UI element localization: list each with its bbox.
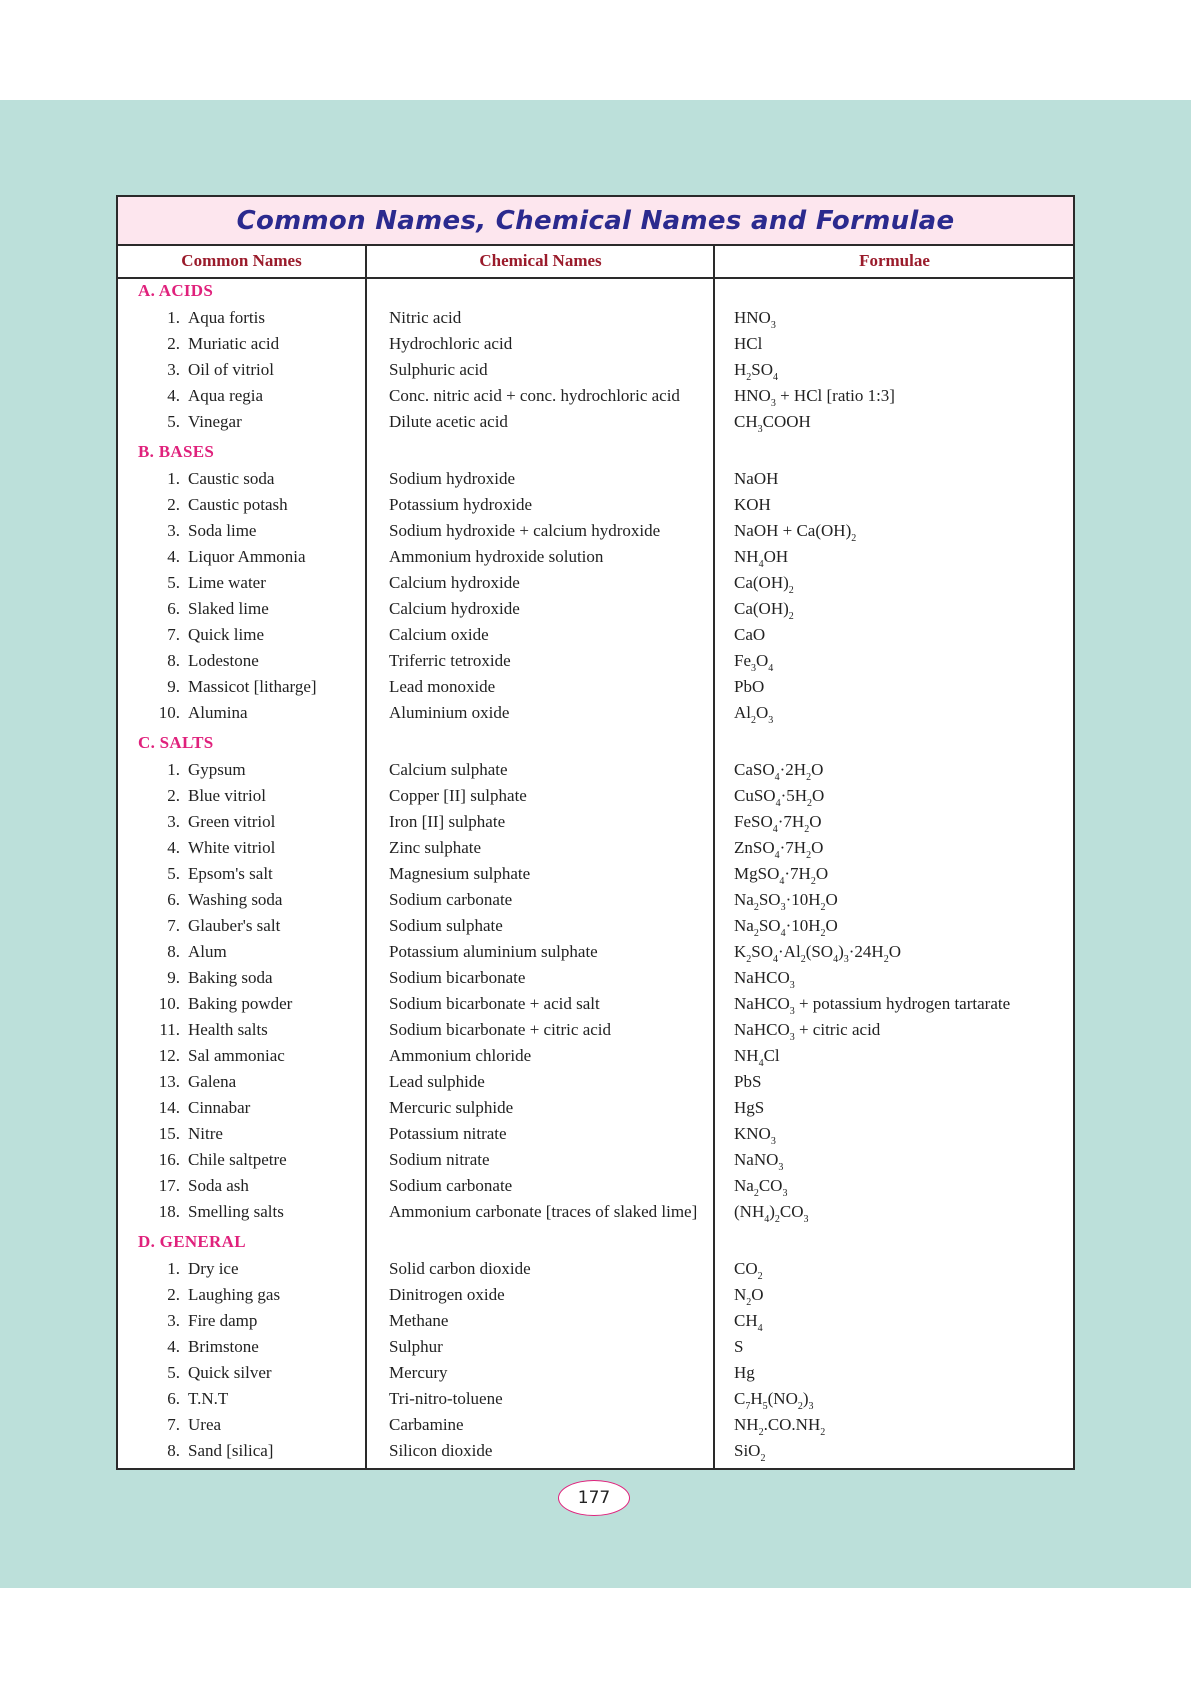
formula: CaO bbox=[734, 625, 766, 644]
common-name: Alumina bbox=[188, 703, 248, 722]
chemical-name: Tri-nitro-toluene bbox=[389, 1389, 503, 1408]
header-chemical-names: Chemical Names bbox=[479, 251, 602, 270]
table-row bbox=[118, 1360, 1073, 1386]
table-row bbox=[118, 1147, 1073, 1173]
table-row bbox=[118, 409, 1073, 435]
formula: $FeSO_4\cdot 7H_2O$ bbox=[734, 812, 822, 835]
formula: NaOH + $Ca(OH)_2$ bbox=[734, 521, 857, 544]
common-name: Muriatic acid bbox=[188, 334, 280, 353]
chemical-name: Ammonium chloride bbox=[389, 1046, 532, 1065]
chemical-name: Carbamine bbox=[389, 1415, 464, 1434]
common-name: Nitre bbox=[188, 1124, 223, 1143]
page-number: 177 bbox=[558, 1480, 630, 1516]
row-number: 4. bbox=[167, 386, 180, 405]
table-row bbox=[118, 1173, 1073, 1199]
row-number: 6. bbox=[167, 890, 180, 909]
formula: NaHCO$_3$ bbox=[734, 968, 795, 991]
table-row bbox=[118, 939, 1073, 965]
formula: $CH_4$ bbox=[734, 1311, 763, 1334]
common-name: Sand [silica] bbox=[188, 1441, 274, 1460]
row-number: 17. bbox=[158, 1176, 180, 1195]
table-row bbox=[118, 1069, 1073, 1095]
common-name: Liquor Ammonia bbox=[188, 547, 306, 566]
table-row bbox=[118, 1386, 1073, 1412]
common-name: Quick lime bbox=[188, 625, 265, 644]
table-row bbox=[118, 1256, 1073, 1282]
table-row bbox=[118, 1199, 1073, 1225]
row-number: 5. bbox=[167, 864, 180, 883]
common-name: Baking powder bbox=[188, 994, 293, 1013]
common-name: Dry ice bbox=[188, 1259, 239, 1278]
common-name: Caustic soda bbox=[188, 469, 275, 488]
chemical-name: Mercuric sulphide bbox=[389, 1098, 514, 1117]
formula: $ZnSO_4\cdot 7H_2O$ bbox=[734, 838, 824, 861]
table-row bbox=[118, 596, 1073, 622]
table-row bbox=[118, 357, 1073, 383]
row-number: 15. bbox=[158, 1124, 180, 1143]
formula: $Al_2O_3$ bbox=[734, 703, 774, 726]
formula: Hg bbox=[734, 1363, 755, 1382]
common-name: Oil of vitriol bbox=[188, 360, 274, 379]
table-row bbox=[118, 835, 1073, 861]
common-name: Brimstone bbox=[188, 1337, 259, 1356]
chemical-name: Potassium hydroxide bbox=[389, 495, 533, 514]
chemical-name: Dinitrogen oxide bbox=[389, 1285, 505, 1304]
formula: KOH bbox=[734, 495, 771, 514]
row-number: 7. bbox=[167, 625, 180, 644]
common-name: White vitriol bbox=[188, 838, 276, 857]
formula: $H_2SO_4$ bbox=[734, 360, 779, 383]
row-number: 1. bbox=[167, 469, 180, 488]
table-row bbox=[118, 622, 1073, 648]
formula: $Na_2SO_3\cdot 10H_2O$ bbox=[734, 890, 838, 913]
row-number: 1. bbox=[167, 1259, 180, 1278]
table-row bbox=[118, 1412, 1073, 1438]
formula: $MgSO_4\cdot 7H_2O$ bbox=[734, 864, 829, 887]
table-row bbox=[118, 570, 1073, 596]
row-number: 9. bbox=[167, 968, 180, 987]
chemical-name: Lead monoxide bbox=[389, 677, 496, 696]
chemical-name: Ammonium carbonate [traces of slaked lime] bbox=[389, 1202, 698, 1221]
table-row bbox=[118, 913, 1073, 939]
chemical-name: Conc. nitric acid + conc. hydrochloric acid bbox=[389, 386, 680, 405]
common-name: Chile saltpetre bbox=[188, 1150, 287, 1169]
table-row bbox=[118, 648, 1073, 674]
chemical-name: Lead sulphide bbox=[389, 1072, 485, 1091]
chemical-name: Sulphur bbox=[389, 1337, 443, 1356]
chemical-name: Calcium oxide bbox=[389, 625, 489, 644]
table-row bbox=[118, 466, 1073, 492]
common-name: Quick silver bbox=[188, 1363, 272, 1382]
common-name: Fire damp bbox=[188, 1311, 258, 1330]
row-number: 2. bbox=[167, 495, 180, 514]
table-row bbox=[118, 1308, 1073, 1334]
row-number: 4. bbox=[167, 838, 180, 857]
row-number: 3. bbox=[167, 1311, 180, 1330]
chemical-name: Sodium carbonate bbox=[389, 890, 513, 909]
common-name: Blue vitriol bbox=[188, 786, 266, 805]
common-name: Smelling salts bbox=[188, 1202, 284, 1221]
section-title: D. GENERAL bbox=[138, 1232, 246, 1251]
row-number: 13. bbox=[158, 1072, 180, 1091]
row-number: 5. bbox=[167, 412, 180, 431]
formula: $Ca(OH)_2$ bbox=[734, 599, 794, 622]
row-number: 5. bbox=[167, 1363, 180, 1382]
row-number: 3. bbox=[167, 360, 180, 379]
table-row bbox=[118, 757, 1073, 783]
table-body bbox=[118, 279, 1073, 1468]
formula: $NH_4OH$ bbox=[734, 547, 789, 570]
table-row bbox=[118, 809, 1073, 835]
chemical-name: Iron [II] sulphate bbox=[389, 812, 506, 831]
formula: NaHCO$_3$ + citric acid bbox=[734, 1020, 881, 1043]
row-number: 12. bbox=[158, 1046, 180, 1065]
chemical-name: Aluminium oxide bbox=[389, 703, 510, 722]
formula: $NH_2.CO.NH_2$ bbox=[734, 1415, 826, 1438]
common-name: Vinegar bbox=[188, 412, 242, 431]
formula: $NH_4Cl$ bbox=[734, 1046, 780, 1069]
row-number: 6. bbox=[167, 599, 180, 618]
formula: $CH_3COOH$ bbox=[734, 412, 811, 435]
table-row bbox=[118, 965, 1073, 991]
table-row bbox=[118, 1017, 1073, 1043]
section-title: B. BASES bbox=[138, 442, 215, 461]
formula: $HNO_3$ bbox=[734, 308, 776, 331]
row-number: 2. bbox=[167, 1285, 180, 1304]
chemical-name: Sodium bicarbonate + acid salt bbox=[389, 994, 600, 1013]
chemical-name: Sodium hydroxide + calcium hydroxide bbox=[389, 521, 661, 540]
chemical-name: Copper [II] sulphate bbox=[389, 786, 527, 805]
chemical-name: Sodium carbonate bbox=[389, 1176, 513, 1195]
common-name: Sal ammoniac bbox=[188, 1046, 285, 1065]
table-row bbox=[118, 305, 1073, 331]
formula: $K_2SO_4\cdot Al_2(SO_4)_3\cdot 24H_2O$ bbox=[734, 942, 901, 965]
common-name: Soda lime bbox=[188, 521, 257, 540]
row-number: 11. bbox=[159, 1020, 180, 1039]
chemical-name: Hydrochloric acid bbox=[389, 334, 513, 353]
table-row bbox=[118, 1334, 1073, 1360]
formula: $N_2O$ bbox=[734, 1285, 764, 1308]
chemical-name: Potassium aluminium sulphate bbox=[389, 942, 598, 961]
row-number: 7. bbox=[167, 916, 180, 935]
table-row bbox=[118, 674, 1073, 700]
row-number: 5. bbox=[167, 573, 180, 592]
row-number: 8. bbox=[167, 651, 180, 670]
chemical-name: Sodium bicarbonate bbox=[389, 968, 526, 987]
chemical-name: Silicon dioxide bbox=[389, 1441, 493, 1460]
row-number: 4. bbox=[167, 1337, 180, 1356]
chemical-name: Solid carbon dioxide bbox=[389, 1259, 531, 1278]
common-name: Urea bbox=[188, 1415, 222, 1434]
chemistry-table bbox=[116, 195, 1075, 1470]
common-name: Epsom's salt bbox=[188, 864, 273, 883]
common-name: Green vitriol bbox=[188, 812, 276, 831]
common-name: Health salts bbox=[188, 1020, 268, 1039]
chemical-name: Nitric acid bbox=[389, 308, 462, 327]
table-row bbox=[118, 1121, 1073, 1147]
formula: $CuSO_4\cdot 5H_2O$ bbox=[734, 786, 825, 809]
formula: PbS bbox=[734, 1072, 762, 1091]
row-number: 9. bbox=[167, 677, 180, 696]
row-number: 3. bbox=[167, 812, 180, 831]
row-number: 1. bbox=[167, 760, 180, 779]
formula: SiO$_2$ bbox=[734, 1441, 766, 1464]
common-name: T.N.T bbox=[188, 1389, 229, 1408]
formula: $C_7H_5(NO_2)_3$ bbox=[734, 1389, 814, 1412]
formula: S bbox=[734, 1337, 744, 1356]
row-number: 2. bbox=[167, 334, 180, 353]
table-row bbox=[118, 331, 1073, 357]
row-number: 14. bbox=[158, 1098, 180, 1117]
common-name: Cinnabar bbox=[188, 1098, 251, 1117]
chemical-name: Sodium sulphate bbox=[389, 916, 503, 935]
row-number: 1. bbox=[167, 308, 180, 327]
table-row bbox=[118, 861, 1073, 887]
chemical-name: Sodium hydroxide bbox=[389, 469, 516, 488]
table-row bbox=[118, 492, 1073, 518]
header-formulae: Formulae bbox=[859, 251, 930, 270]
formula: $Na_2CO_3$ bbox=[734, 1176, 788, 1199]
chemical-name: Ammonium hydroxide solution bbox=[389, 547, 604, 566]
common-name: Lodestone bbox=[188, 651, 259, 670]
table-row bbox=[118, 783, 1073, 809]
formula: $Fe_3O_4$ bbox=[734, 651, 774, 674]
section-title: C. SALTS bbox=[138, 733, 214, 752]
table-row bbox=[118, 887, 1073, 913]
chemical-name: Zinc sulphate bbox=[389, 838, 482, 857]
row-number: 16. bbox=[158, 1150, 180, 1169]
table-row bbox=[118, 1438, 1073, 1464]
chemical-name: Calcium hydroxide bbox=[389, 573, 520, 592]
table-row bbox=[118, 1282, 1073, 1308]
row-number: 10. bbox=[158, 703, 180, 722]
table-row bbox=[118, 383, 1073, 409]
common-name: Soda ash bbox=[188, 1176, 249, 1195]
common-name: Gypsum bbox=[188, 760, 246, 779]
row-number: 7. bbox=[167, 1415, 180, 1434]
formula: HgS bbox=[734, 1098, 765, 1117]
table-row bbox=[118, 518, 1073, 544]
row-number: 4. bbox=[167, 547, 180, 566]
common-name: Aqua regia bbox=[188, 386, 264, 405]
chemical-name: Potassium nitrate bbox=[389, 1124, 507, 1143]
chemical-name: Sulphuric acid bbox=[389, 360, 488, 379]
header-common-names: Common Names bbox=[181, 251, 302, 270]
formula: $HNO_3$ + HCl [ratio 1:3] bbox=[734, 386, 895, 409]
table-header-row bbox=[118, 244, 1073, 279]
formula: NaHCO$_3$ + potassium hydrogen tartarate bbox=[734, 994, 1011, 1017]
table-title: Common Names, Chemical Names and Formulae bbox=[236, 205, 955, 236]
row-number: 3. bbox=[167, 521, 180, 540]
chemical-name: Magnesium sulphate bbox=[389, 864, 531, 883]
common-name: Baking soda bbox=[188, 968, 273, 987]
formula: $CO_2$ bbox=[734, 1259, 763, 1282]
section-title: A. ACIDS bbox=[138, 281, 214, 300]
chemical-name: Methane bbox=[389, 1311, 449, 1330]
chemical-name: Sodium nitrate bbox=[389, 1150, 490, 1169]
common-name: Glauber's salt bbox=[188, 916, 281, 935]
formula: $CaSO_4\cdot 2H_2O$ bbox=[734, 760, 824, 783]
table-row bbox=[118, 544, 1073, 570]
chemical-name: Mercury bbox=[389, 1363, 448, 1382]
formula: NaOH bbox=[734, 469, 779, 488]
common-name: Washing soda bbox=[188, 890, 283, 909]
row-number: 10. bbox=[158, 994, 180, 1013]
chemical-name: Sodium bicarbonate + citric acid bbox=[389, 1020, 612, 1039]
row-number: 8. bbox=[167, 1441, 180, 1460]
common-name: Galena bbox=[188, 1072, 237, 1091]
table-title-bar bbox=[118, 197, 1073, 246]
table-row bbox=[118, 1095, 1073, 1121]
formula: $Ca(OH)_2$ bbox=[734, 573, 794, 596]
common-name: Alum bbox=[188, 942, 227, 961]
formula: NaNO$_3$ bbox=[734, 1150, 784, 1173]
common-name: Laughing gas bbox=[188, 1285, 281, 1304]
chemical-name: Dilute acetic acid bbox=[389, 412, 508, 431]
row-number: 2. bbox=[167, 786, 180, 805]
common-name: Lime water bbox=[188, 573, 266, 592]
table-row bbox=[118, 991, 1073, 1017]
formula: $(NH_4)_2CO_3$ bbox=[734, 1202, 809, 1225]
formula: $KNO_3$ bbox=[734, 1124, 776, 1147]
common-name: Caustic potash bbox=[188, 495, 288, 514]
chemical-name: Calcium hydroxide bbox=[389, 599, 520, 618]
formula: $Na_2SO_4\cdot 10H_2O$ bbox=[734, 916, 838, 939]
formula: PbO bbox=[734, 677, 765, 696]
row-number: 8. bbox=[167, 942, 180, 961]
chemical-name: Calcium sulphate bbox=[389, 760, 508, 779]
table-row bbox=[118, 1043, 1073, 1069]
common-name: Aqua fortis bbox=[188, 308, 265, 327]
common-name: Slaked lime bbox=[188, 599, 269, 618]
chemical-name: Triferric tetroxide bbox=[389, 651, 511, 670]
common-name: Massicot [litharge] bbox=[188, 677, 317, 696]
row-number: 18. bbox=[158, 1202, 180, 1221]
table-row bbox=[118, 700, 1073, 726]
formula: HCl bbox=[734, 334, 763, 353]
row-number: 6. bbox=[167, 1389, 180, 1408]
